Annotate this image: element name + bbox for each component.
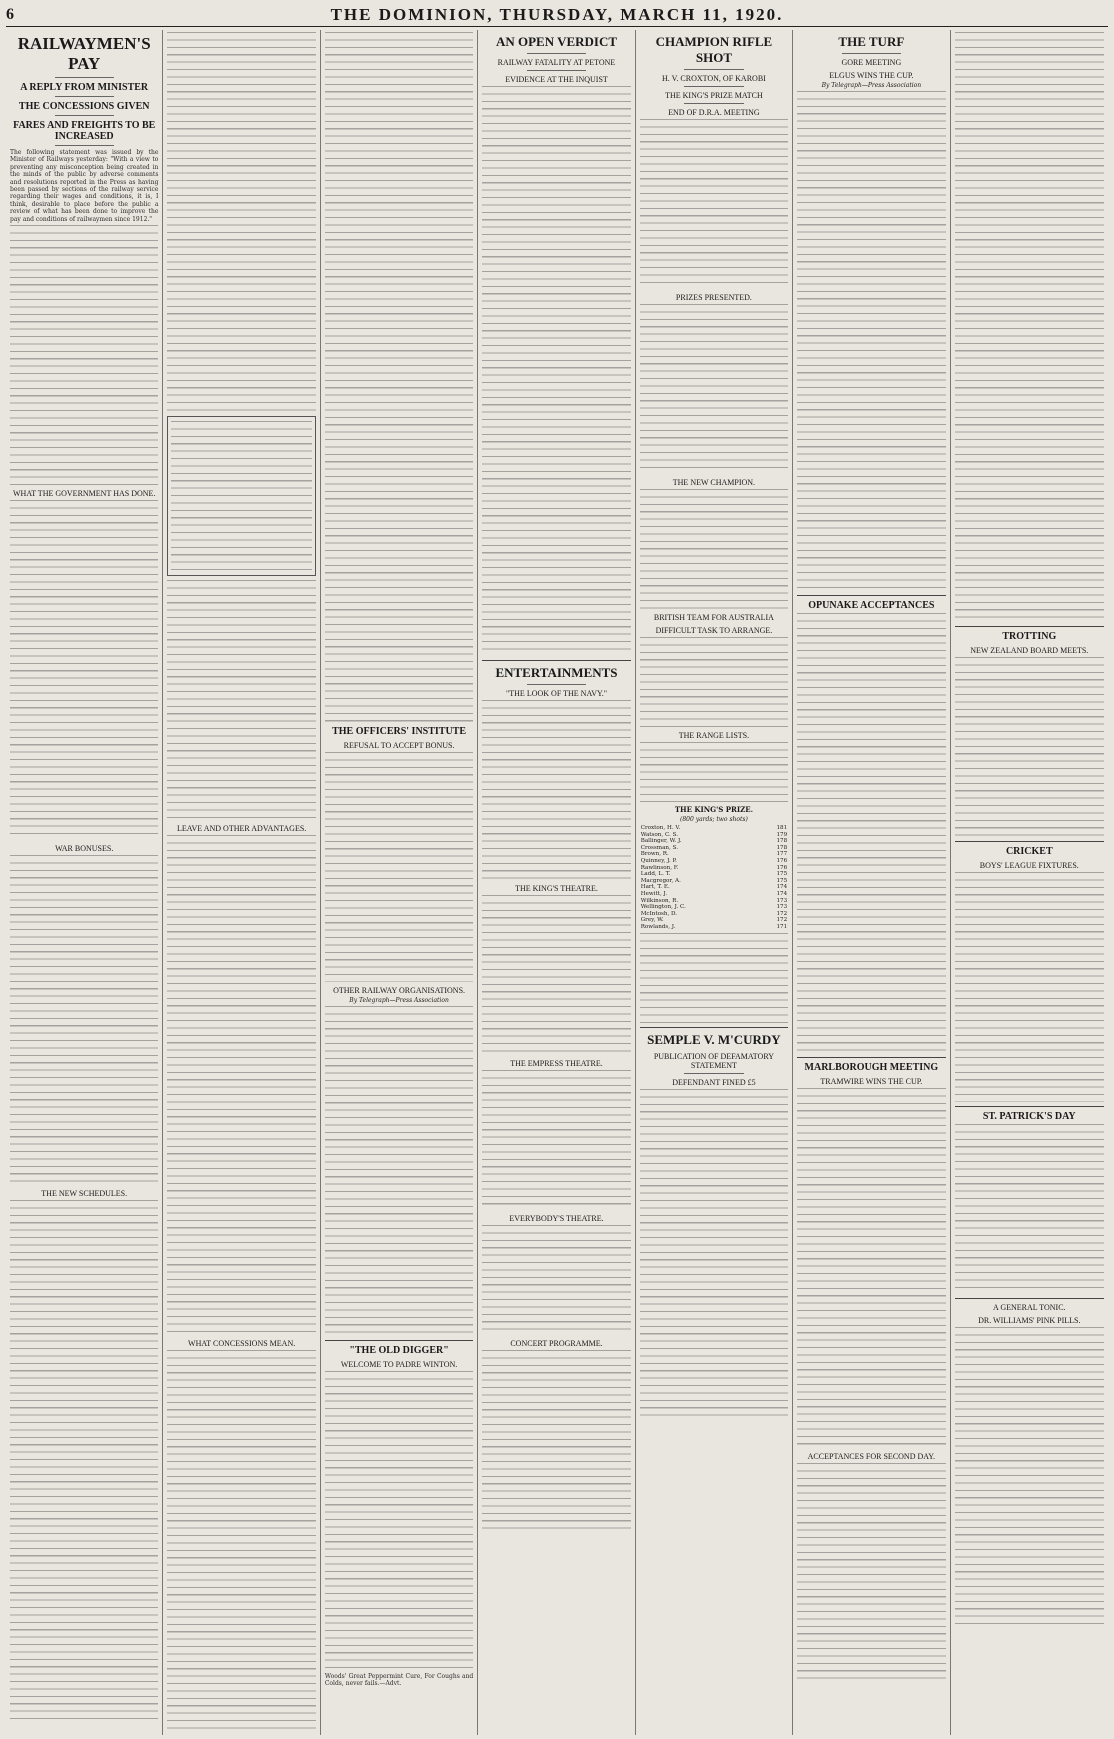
article-body	[325, 1371, 473, 1671]
section-head: WHAT THE GOVERNMENT HAS DONE.	[12, 489, 156, 499]
byline: By Telegraph—Press Association	[349, 997, 449, 1004]
score-row	[640, 911, 788, 918]
divider	[797, 595, 945, 596]
section-head-marlborough: MARLBOROUGH MEETING	[804, 1062, 939, 1073]
score-value: 175	[776, 871, 788, 878]
subhead-publication: PUBLICATION OF DEFAMATORY STATEMENT	[653, 1051, 774, 1070]
article-body	[482, 700, 630, 880]
score-row	[640, 898, 788, 905]
score-value: 173	[776, 904, 788, 911]
section-head: THE NEW SCHEDULES.	[41, 1189, 128, 1199]
section-sub: DIFFICULT TASK TO ARRANGE.	[655, 626, 773, 635]
article-body	[640, 933, 788, 1023]
score-value: 172	[776, 910, 788, 917]
score-name: Ballinger, W. J.	[640, 838, 682, 845]
page-number: 6	[6, 6, 14, 23]
score-name: Rowlands, J.	[640, 923, 676, 930]
article-body	[10, 1200, 158, 1720]
divider	[684, 86, 743, 87]
divider	[797, 1057, 945, 1058]
divider	[684, 1073, 743, 1074]
score-value: 176	[776, 864, 788, 871]
scores-title: THE KING'S PRIZE.	[674, 805, 754, 814]
article-body	[167, 580, 315, 820]
divider	[684, 69, 743, 70]
divider	[955, 1298, 1104, 1299]
entertainment-head: THE KING'S THEATRE.	[515, 884, 598, 893]
subhead-evidence: EVIDENCE AT THE INQUIST	[505, 75, 608, 84]
divider	[955, 841, 1104, 842]
score-row	[640, 832, 788, 839]
score-name: Rawlinson, F.	[640, 864, 679, 871]
score-value: 178	[776, 844, 788, 851]
article-body	[797, 1088, 945, 1448]
entertainment-head: THE EMPRESS THEATRE.	[510, 1059, 603, 1068]
section-head-cricket: CRICKET	[1005, 846, 1053, 857]
score-value: 176	[776, 857, 788, 864]
divider	[842, 53, 901, 54]
section-head: BRITISH TEAM FOR AUSTRALIA	[653, 613, 774, 622]
divider	[55, 145, 114, 146]
article-body	[797, 91, 945, 591]
score-row	[640, 845, 788, 852]
wage-table-rows	[171, 421, 311, 571]
advert-body	[955, 1327, 1104, 1627]
entertainment-head: EVERYBODY'S THEATRE.	[509, 1214, 604, 1223]
masthead	[6, 4, 1108, 27]
column-5	[636, 30, 793, 1735]
section-head: OTHER RAILWAY ORGANISATIONS.	[333, 986, 466, 995]
divider	[55, 77, 114, 78]
headline-turf: THE TURF	[838, 34, 905, 49]
subhead-fatality: RAILWAY FATALITY AT PETONE	[497, 58, 616, 67]
score-name: Watson, C. S.	[640, 831, 678, 838]
headline-rifle-shot: CHAMPION RIFLE SHOT	[655, 34, 773, 65]
article-lead: The following statement was issued by the Minister of Railways yesterday: "With a view to preventing any misconception being created in the minds of the public by adverse comments and resolutions reported in the Press as having been passed by sections of the railway service regarding their wages and conditions, it is, I think, desirable to place before the public a review of what has been done to improve the pay and conditions of railwaymen since 1912."	[10, 149, 159, 223]
divider	[527, 53, 586, 54]
section-sub: WELCOME TO PADRE WINTON.	[340, 1360, 458, 1369]
section-sub: NEW ZEALAND BOARD MEETS.	[970, 646, 1089, 655]
article-body	[325, 752, 473, 982]
article-body	[640, 304, 788, 474]
article-body	[325, 1006, 473, 1336]
score-row	[640, 871, 788, 878]
subhead-fares: FARES AND FREIGHTS TO BE INCREASED	[13, 120, 156, 142]
score-value: 171	[776, 923, 788, 930]
section-head: THE RANGE LISTS.	[678, 731, 750, 740]
divider	[640, 1027, 788, 1028]
section-sub: BOYS' LEAGUE FIXTURES.	[979, 861, 1079, 870]
divider	[527, 684, 586, 685]
column-1	[6, 30, 163, 1735]
subhead-elgus: ELGUS WINS THE CUP.	[829, 71, 914, 80]
section-sub: TRAMWIRE WINS THE CUP.	[820, 1077, 923, 1086]
score-name: McIntosh, D.	[640, 910, 678, 917]
score-value: 173	[776, 897, 788, 904]
advert-footer: Woods' Great Peppermint Cure, For Coughs and Colds, never fails.—Advt.	[324, 1673, 474, 1688]
headline-railwaymen: RAILWAYMEN'S PAY	[17, 34, 151, 73]
wage-table	[167, 416, 315, 576]
article-body	[640, 742, 788, 802]
score-row	[640, 904, 788, 911]
section-head: PRIZES PRESENTED.	[675, 293, 752, 302]
article-body	[955, 872, 1104, 1102]
score-row	[640, 838, 788, 845]
article-body	[10, 225, 158, 485]
score-value: 174	[776, 884, 788, 891]
subhead-concessions: THE CONCESSIONS GIVEN	[18, 101, 150, 112]
score-row	[640, 924, 788, 931]
score-name: Hart, T. E.	[640, 884, 670, 891]
score-name: Brown, R.	[640, 851, 669, 858]
score-row	[640, 825, 788, 832]
section-head-officers: THE OFFICERS' INSTITUTE	[332, 726, 467, 737]
subhead-kings-prize: THE KING'S PRIZE MATCH	[665, 91, 763, 100]
section-head-old-digger: "THE OLD DIGGER"	[349, 1345, 449, 1356]
score-value: 177	[776, 851, 788, 858]
divider	[684, 103, 743, 104]
entertainment-head: CONCERT PROGRAMME.	[510, 1339, 603, 1348]
article-body	[482, 86, 630, 656]
column-2	[163, 30, 320, 1735]
section-head: THE NEW CHAMPION.	[672, 478, 756, 487]
score-name: Quinney, J. P.	[640, 857, 677, 864]
score-name: Hewitt, J.	[640, 890, 668, 897]
score-row	[640, 891, 788, 898]
masthead-title: THE DOMINION, THURSDAY, MARCH 11, 1920.	[330, 5, 784, 24]
score-name: Grey, W.	[640, 917, 664, 924]
section-head-entertainments: ENTERTAINMENTS	[495, 665, 618, 680]
divider	[955, 626, 1104, 627]
section-head: LEAVE AND OTHER ADVANTAGES.	[176, 824, 307, 833]
column-6	[793, 30, 950, 1735]
score-row	[640, 858, 788, 865]
article-body	[640, 1089, 788, 1419]
score-name: Macgregor, A.	[640, 877, 681, 884]
score-name: Crossman, S.	[640, 844, 678, 851]
divider	[482, 660, 630, 661]
article-body	[482, 1350, 630, 1530]
score-value: 175	[776, 877, 788, 884]
score-name: Croxton, H. V.	[640, 825, 681, 831]
article-body	[640, 637, 788, 727]
columns	[6, 30, 1108, 1735]
section-head-st-patricks: ST. PATRICK'S DAY	[982, 1111, 1076, 1122]
divider	[527, 70, 586, 71]
section-head: WHAT CONCESSIONS MEAN.	[188, 1339, 296, 1348]
subhead-gore: GORE MEETING	[841, 58, 902, 67]
article-body	[167, 1350, 315, 1730]
article-body	[167, 32, 315, 412]
article-body	[10, 855, 158, 1185]
subhead-croxton: H. V. CROXTON, OF KAROBI	[662, 74, 766, 83]
score-value: 174	[776, 890, 788, 897]
subhead-fined: DEFENDANT FINED £5	[672, 1077, 756, 1087]
article-body	[482, 1070, 630, 1210]
column-4	[478, 30, 635, 1735]
divider	[55, 115, 114, 116]
subhead-reply: A REPLY FROM MINISTER	[20, 82, 149, 93]
divider	[325, 1340, 473, 1341]
score-name: Wilkinson, R.	[640, 897, 679, 904]
subhead-dra: END OF D.R.A. MEETING	[668, 108, 760, 117]
score-row	[640, 851, 788, 858]
scores-subtitle: (800 yards; two shots)	[680, 816, 748, 823]
section-head: ACCEPTANCES FOR SECOND DAY.	[807, 1452, 936, 1461]
byline: By Telegraph—Press Association	[821, 82, 922, 89]
article-body	[640, 119, 788, 289]
article-body	[797, 1463, 945, 1683]
article-body	[955, 32, 1104, 622]
article-body	[167, 835, 315, 1335]
headline-semple: SEMPLE V. M'CURDY	[647, 1031, 781, 1047]
column-3	[321, 30, 478, 1735]
score-value: 179	[776, 831, 788, 838]
article-body	[10, 500, 158, 840]
column-7	[951, 30, 1108, 1735]
entertainment-head: "THE LOOK OF THE NAVY."	[506, 689, 607, 698]
divider	[55, 96, 114, 97]
article-body	[482, 1225, 630, 1335]
article-body	[482, 895, 630, 1055]
section-head-opunake: OPUNAKE ACCEPTANCES	[808, 600, 935, 611]
score-name: Wellington, J. C.	[640, 904, 686, 911]
score-row	[640, 884, 788, 891]
advert-sub-pink-pills: DR. WILLIAMS' PINK PILLS.	[978, 1316, 1081, 1325]
article-body	[640, 489, 788, 609]
score-value: 172	[776, 917, 788, 924]
score-row	[640, 917, 788, 924]
article-body	[325, 32, 473, 722]
score-row	[640, 865, 788, 872]
article-body	[955, 657, 1104, 837]
score-row	[640, 878, 788, 885]
section-head-trotting: TROTTING	[1002, 631, 1057, 642]
divider	[955, 1106, 1104, 1107]
section-sub: REFUSAL TO ACCEPT BONUS.	[343, 741, 455, 750]
headline-open-verdict: AN OPEN VERDICT	[495, 34, 618, 49]
score-name: Ladd, L. T.	[640, 871, 671, 878]
score-value: 178	[776, 838, 788, 845]
section-head: WAR BONUSES.	[55, 844, 114, 854]
score-value: 181	[776, 825, 788, 831]
advert-head-tonic: A GENERAL TONIC.	[993, 1303, 1066, 1312]
article-body	[797, 613, 945, 1053]
scores-table	[640, 825, 788, 931]
article-body	[955, 1124, 1104, 1294]
